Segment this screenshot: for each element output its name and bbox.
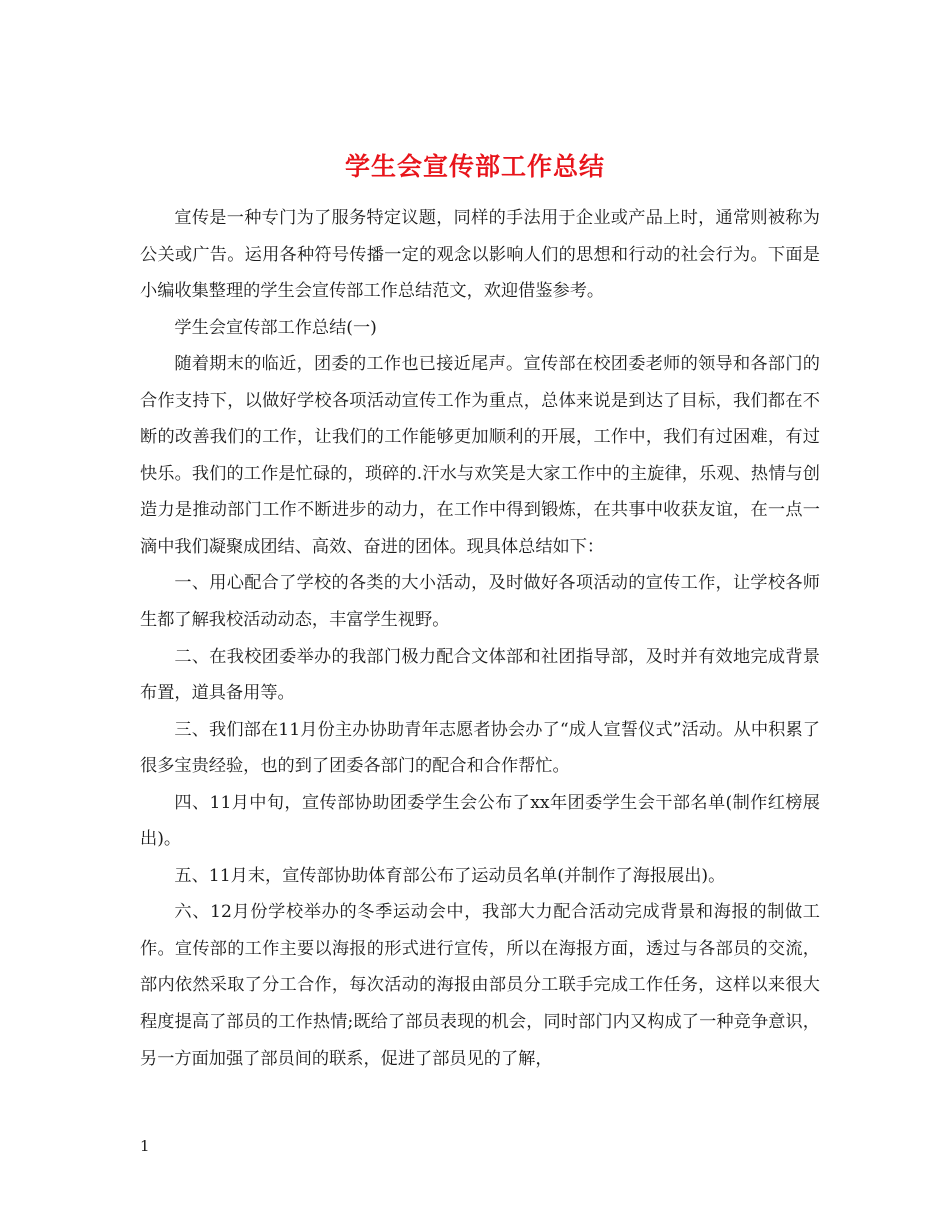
page-number: 1 [140,1137,150,1155]
paragraph-overview: 随着期末的临近，团委的工作也已接近尾声。宣传部在校团委老师的领导和各部门的合作支持下，以做好学校各项活动宣传工作为重点，总体来说是到达了目标，我们都在不断的改善我们的工作，让我们的工作能够更加顺利的开展，工作中，我们有过困难，有过快乐。我们的工作是忙碌的，琐碎的.汗水与欢笑是大家工作中的主旋律，乐观、热情与创造力是推动部门工作不断进步的动力，在工作中得到锻炼，在共事中收获友谊，在一点一滴中我们凝聚成团结、高效、奋进的团体。现具体总结如下： [140,354,820,557]
paragraph-item-4: 四、11月中旬，宣传部协助团委学生会公布了xx年团委学生会干部名单(制作红榜展出)。 [140,792,820,850]
paragraph-item-3: 三、我们部在11月份主办协助青年志愿者协会办了“成人宣誓仪式”活动。从中积累了很多宝贵经验，也的到了团委各部门的配合和合作帮忙。 [140,719,820,777]
section-heading: 学生会宣传部工作总结(一) [174,317,377,338]
paragraph-intro: 宣传是一种专门为了服务特定议题，同样的手法用于企业或产品上时，通常则被称为公关或广告。运用各种符号传播一定的观念以影响人们的思想和行动的社会行为。下面是小编收集整理的学生会宣传部工作总结范文，欢迎借鉴参考。 [140,208,820,302]
paragraph-item-2: 二、在我校团委举办的我部门极力配合文体部和社团指导部，及时并有效地完成背景布置，道具备用等。 [140,646,820,704]
paragraph-item-6: 六、12月份学校举办的冬季运动会中，我部大力配合活动完成背景和海报的制做工作。宣传部的工作主要以海报的形式进行宣传，所以在海报方面，透过与各部员的交流，部内依然采取了分工合作，每次活动的海报由部员分工联手完成工作任务，这样以来很大程度提高了部员的工作热情;既给了部员表现的机会，同时部门内又构成了一种竞争意识，另一方面加强了部员间的联系，促进了部员见的了解， [140,902,820,1069]
paragraph-item-5: 五、11月末，宣传部协助体育部公布了运动员名单(并制作了海报展出)。 [174,865,726,886]
paragraph-item-1: 一、用心配合了学校的各类的大小活动，及时做好各项活动的宣传工作，让学校各师生都了解我校活动动态，丰富学生视野。 [140,573,820,631]
document-body [140,200,820,1077]
document-title: 学生会宣传部工作总结 [344,151,605,181]
